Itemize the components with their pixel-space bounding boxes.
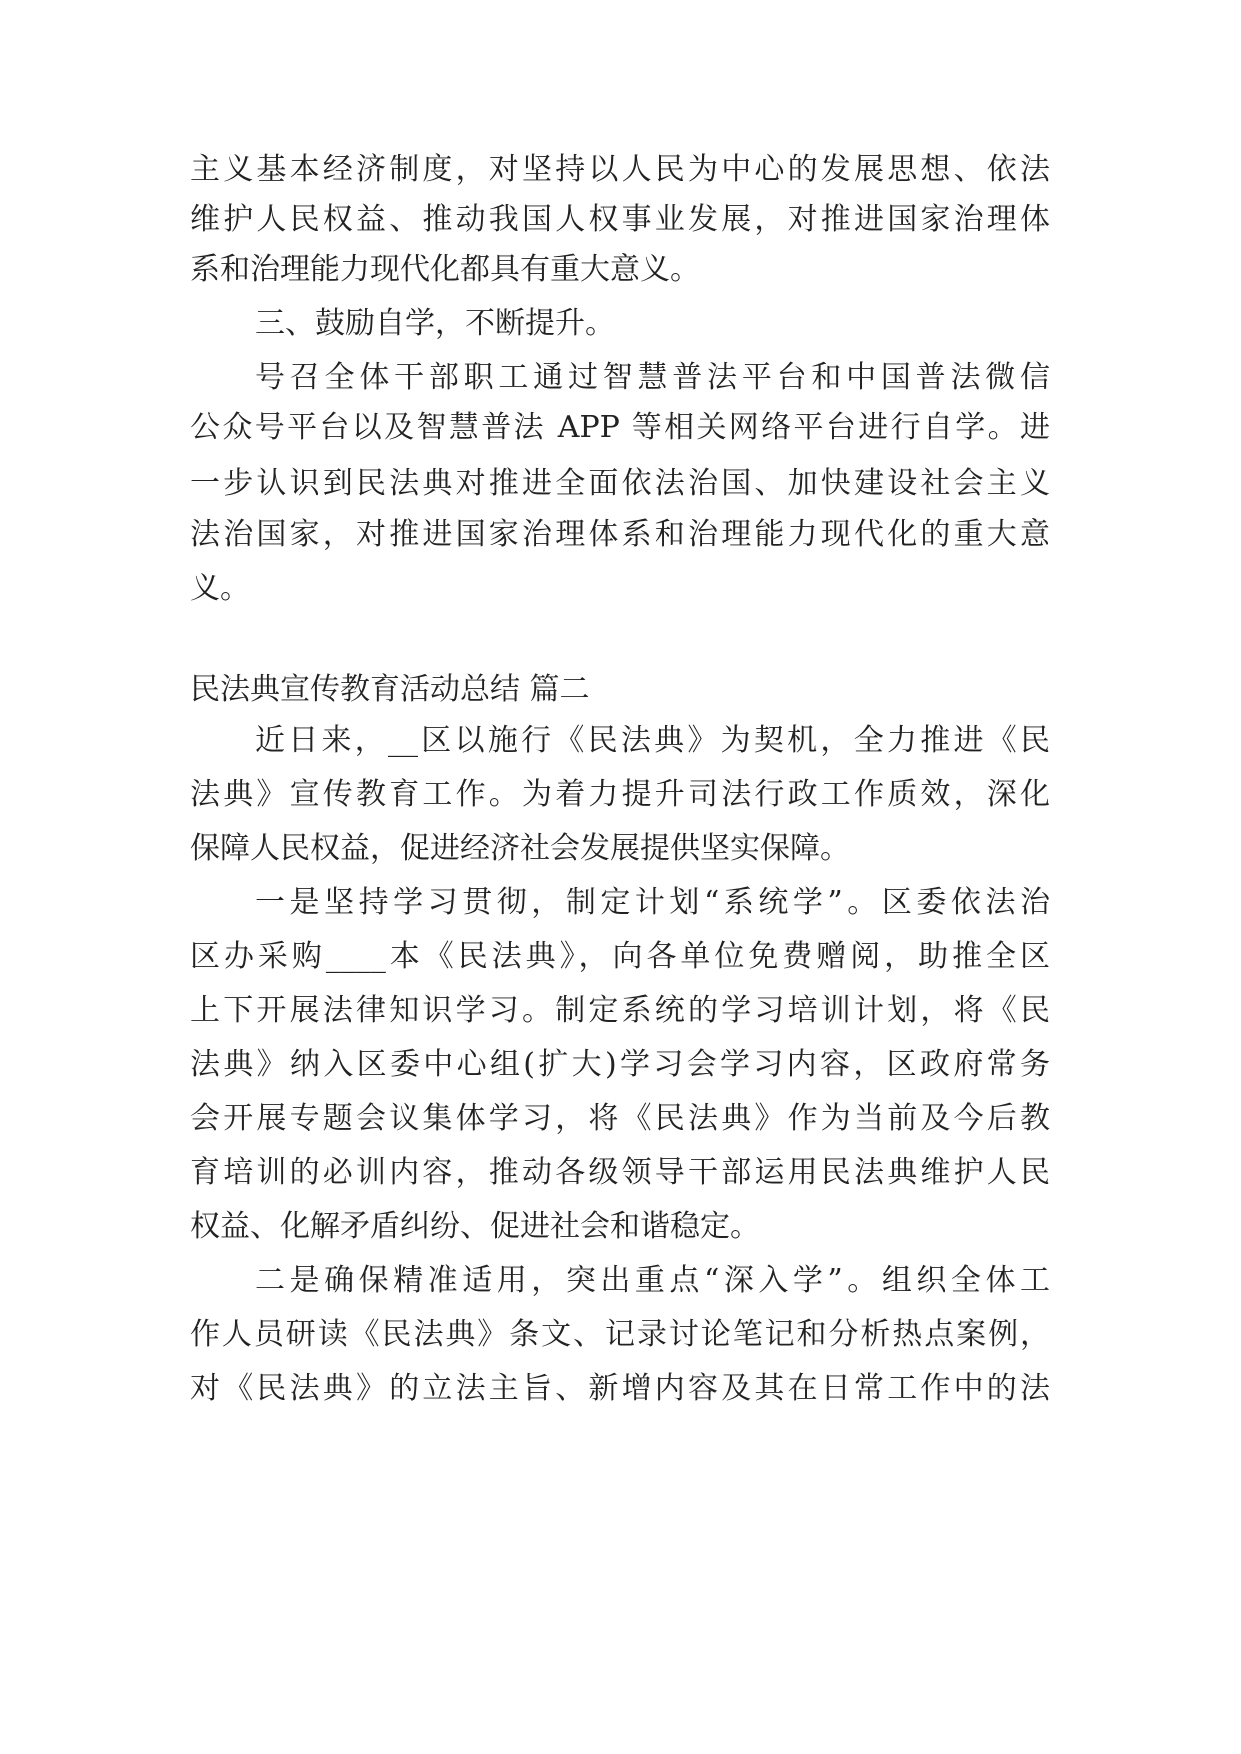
paragraph-line: 区办采购____本《民法典》，向各单位免费赠阅，助推全区 — [190, 939, 1050, 974]
paragraph-line: 系和治理能力现代化都具有重大意义。 — [190, 252, 700, 287]
paragraph-line: 法典》宣传教育工作。为着力提升司法行政工作质效，深化 — [190, 777, 1050, 812]
article-title: 民法典宣传教育活动总结 篇二 — [190, 672, 590, 707]
paragraph-line: 一步认识到民法典对推进全面依法治国、加快建设社会主义 — [190, 466, 1050, 501]
paragraph-line: 法治国家，对推进国家治理体系和治理能力现代化的重大意 — [190, 517, 1050, 552]
paragraph-line: 主义基本经济制度，对坚持以人民为中心的发展思想、依法 — [190, 152, 1050, 187]
paragraph-line: 义。 — [190, 571, 250, 606]
paragraph-line: 权益、化解矛盾纠纷、促进社会和谐稳定。 — [190, 1209, 760, 1244]
paragraph-line: 维护人民权益、推动我国人权事业发展，对推进国家治理体 — [190, 202, 1050, 237]
paragraph-line: 二是确保精准适用，突出重点“深入学”。组织全体工 — [255, 1263, 1050, 1298]
paragraph-line: 作人员研读《民法典》条文、记录讨论笔记和分析热点案例， — [190, 1317, 1050, 1352]
paragraph-line: 公众号平台以及智慧普法 APP 等相关网络平台进行自学。进 — [190, 410, 1050, 445]
paragraph-line: 上下开展法律知识学习。制定系统的学习培训计划，将《民 — [190, 993, 1050, 1028]
paragraph-line: 对《民法典》的立法主旨、新增内容及其在日常工作中的法 — [190, 1371, 1050, 1406]
section-heading: 三、鼓励自学，不断提升。 — [255, 306, 615, 341]
paragraph-line: 近日来，__区以施行《民法典》为契机，全力推进《民 — [255, 723, 1050, 758]
paragraph-line: 会开展专题会议集体学习，将《民法典》作为当前及今后教 — [190, 1101, 1050, 1136]
paragraph-line: 法典》纳入区委中心组(扩大)学习会学习内容，区政府常务 — [190, 1047, 1050, 1082]
paragraph-line: 号召全体干部职工通过智慧普法平台和中国普法微信 — [255, 360, 1050, 395]
paragraph-line: 保障人民权益，促进经济社会发展提供坚实保障。 — [190, 831, 850, 866]
paragraph-line: 一是坚持学习贯彻，制定计划“系统学”。区委依法治 — [255, 885, 1050, 920]
paragraph-line: 育培训的必训内容，推动各级领导干部运用民法典维护人民 — [190, 1155, 1050, 1190]
